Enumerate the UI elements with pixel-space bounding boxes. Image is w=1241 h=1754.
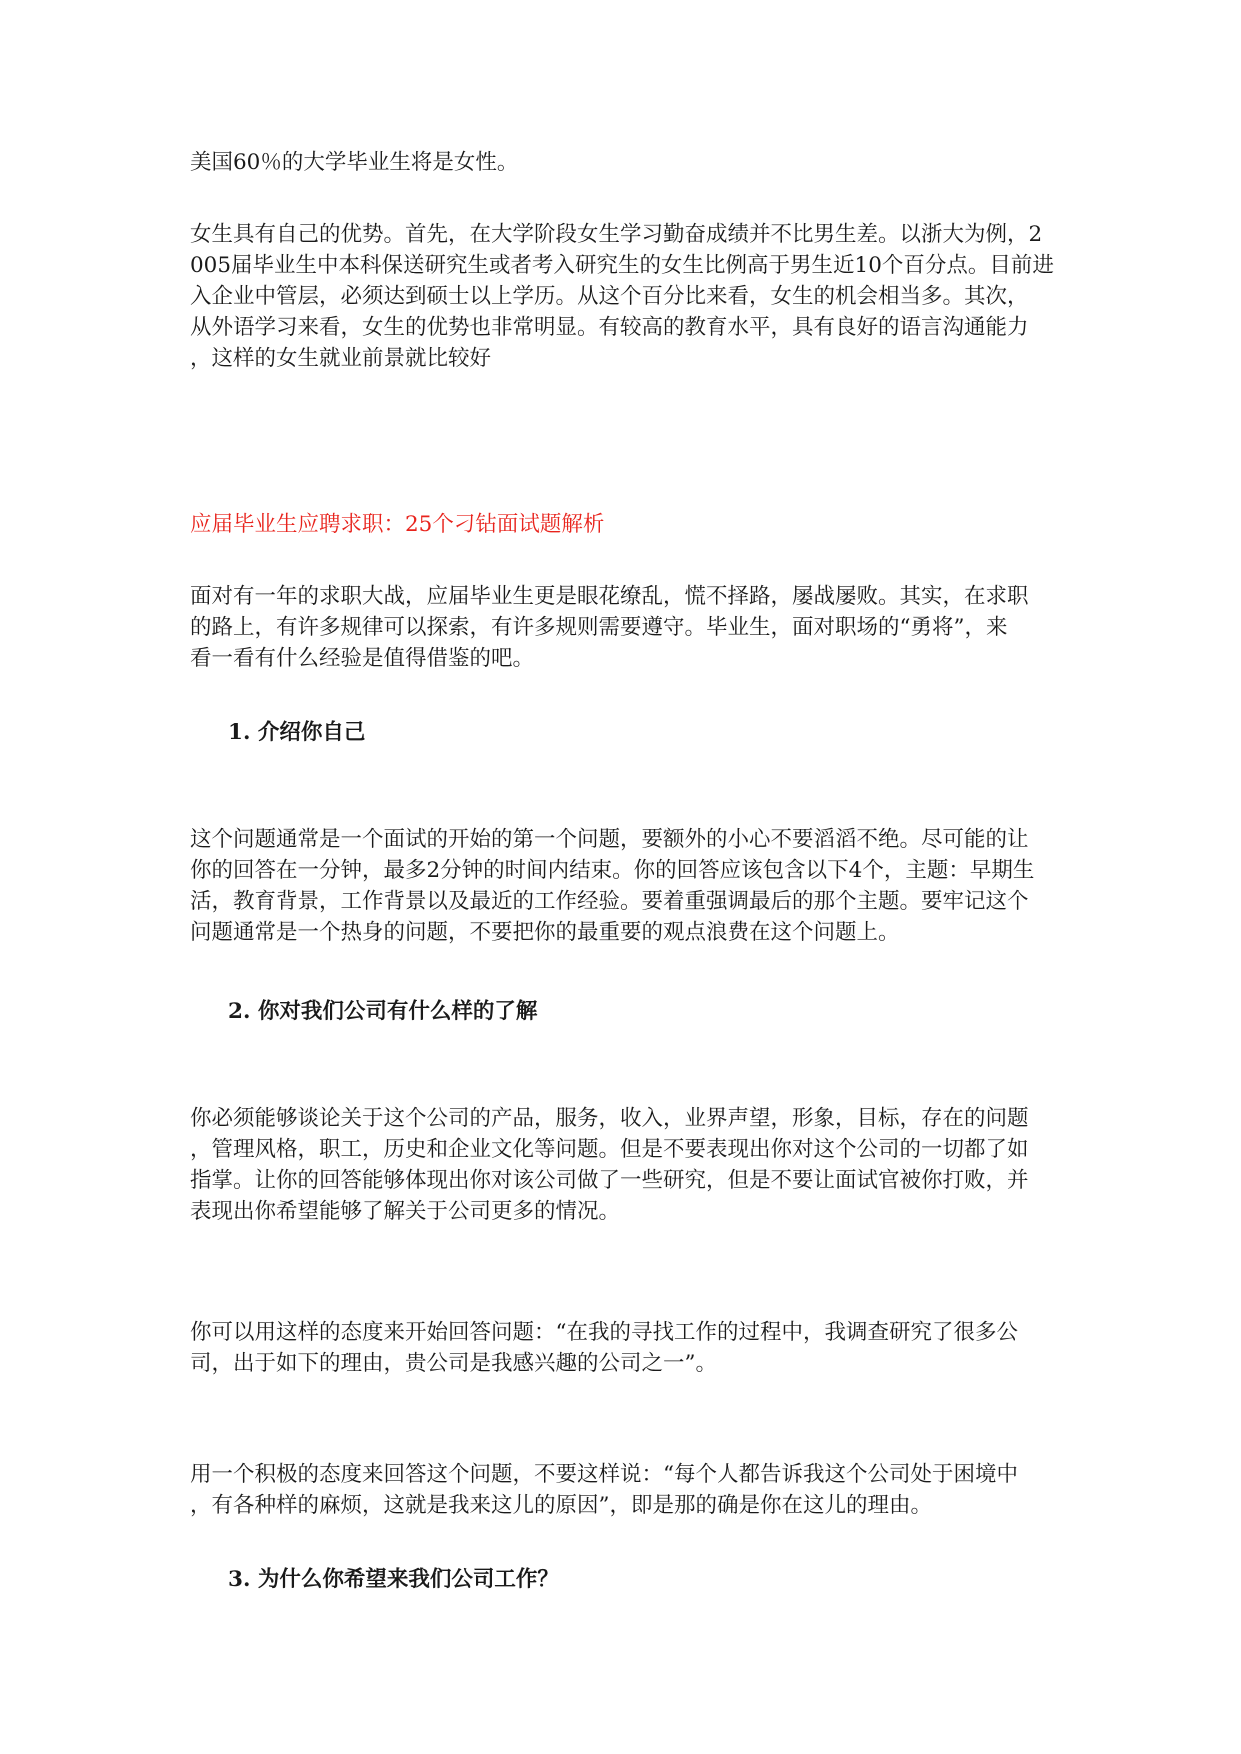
lead-line: 的路上，有许多规律可以探索，有许多规则需要遵守。毕业生，面对职场的“勇将”，来 — [190, 615, 1008, 640]
q2-answer-line: 用一个积极的态度来回答这个问题，不要这样说：“每个人都告诉我这个公司处于困境中 — [190, 1462, 1018, 1487]
intro-para-line: 005届毕业生中本科保送研究生或者考入研究生的女生比例高于男生近10个百分点。目前进 — [190, 253, 1054, 278]
question-heading-1: 1. 介绍你自己 — [228, 720, 366, 745]
lead-line: 看一看有什么经验是值得借鉴的吧。 — [190, 646, 535, 671]
q1-answer-line: 问题通常是一个热身的问题，不要把你的最重要的观点浪费在这个问题上。 — [190, 920, 900, 945]
q2-answer-line: ，有各种样的麻烦，这就是我来这儿的原因”，即是那的确是你在这儿的理由。 — [190, 1493, 932, 1518]
lead-line: 面对有一年的求职大战，应届毕业生更是眼花缭乱，慌不择路，屡战屡败。其实，在求职 — [190, 584, 1029, 609]
q2-answer-line: 你必须能够谈论关于这个公司的产品，服务，收入，业界声望，形象，目标，存在的问题 — [190, 1106, 1029, 1131]
intro-para-line: 女生具有自己的优势。首先，在大学阶段女生学习勤奋成绩并不比男生差。以浙大为例，2 — [190, 222, 1043, 247]
q2-answer-line: 司，出于如下的理由，贵公司是我感兴趣的公司之一”。 — [190, 1351, 717, 1376]
intro-para-line: 入企业中管层，必须达到硕士以上学历。从这个百分比来看，女生的机会相当多。其次， — [190, 284, 1029, 309]
q1-answer-line: 这个问题通常是一个面试的开始的第一个问题，要额外的小心不要滔滔不绝。尽可能的让 — [190, 827, 1029, 852]
article-title: 应届毕业生应聘求职：25个刁钻面试题解析 — [190, 512, 605, 537]
intro-para-line: ，这样的女生就业前景就比较好 — [190, 346, 492, 371]
q2-answer-line: 表现出你希望能够了解关于公司更多的情况。 — [190, 1199, 621, 1224]
q1-answer-line: 你的回答在一分钟，最多2分钟的时间内结束。你的回答应该包含以下4个，主题：早期生 — [190, 858, 1035, 883]
q2-answer-line: 指掌。让你的回答能够体现出你对该公司做了一些研究，但是不要让面试官被你打败，并 — [190, 1168, 1029, 1193]
intro-para-line: 从外语学习来看，女生的优势也非常明显。有较高的教育水平，具有良好的语言沟通能力 — [190, 315, 1029, 340]
question-heading-2: 2. 你对我们公司有什么样的了解 — [228, 999, 538, 1024]
intro-line: 美国60％的大学毕业生将是女性。 — [190, 150, 519, 175]
q2-answer-line: ，管理风格，职工，历史和企业文化等问题。但是不要表现出你对这个公司的一切都了如 — [190, 1137, 1029, 1162]
question-heading-3: 3. 为什么你希望来我们公司工作？ — [228, 1567, 559, 1592]
q2-answer-line: 你可以用这样的态度来开始回答问题：“在我的寻找工作的过程中，我调查研究了很多公 — [190, 1320, 1018, 1345]
q1-answer-line: 活，教育背景，工作背景以及最近的工作经验。要着重强调最后的那个主题。要牢记这个 — [190, 889, 1029, 914]
